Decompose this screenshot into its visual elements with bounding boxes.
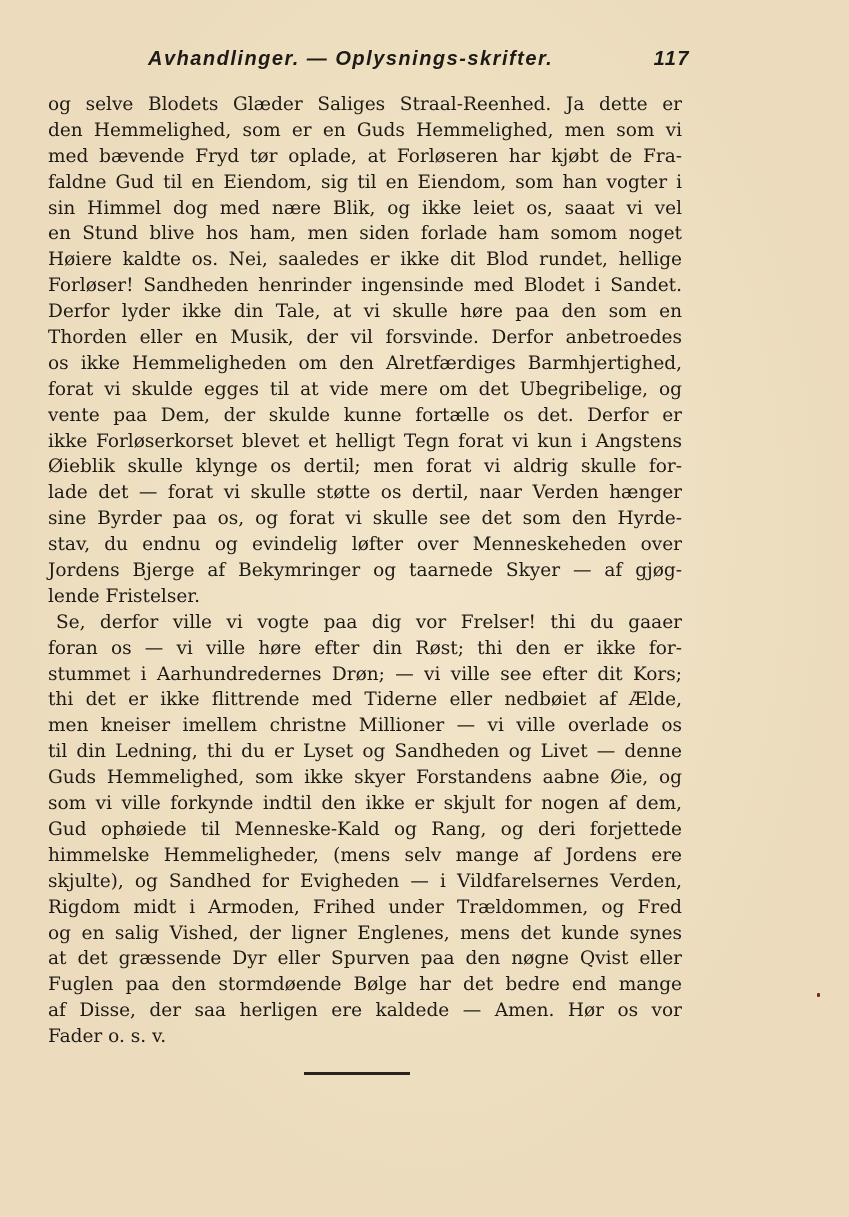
- text-line: skjulte), og Sandhed for Evigheden — i Vildfarelsernes Verden,: [48, 870, 682, 892]
- text-line: Jordens Bjerge af Bekymringer og taarnede Skyer — af gjøg-: [48, 560, 682, 582]
- text-line: lade det — forat vi skulle støtte os dertil, naar Verden hænger: [48, 482, 682, 504]
- text-line: faldne Gud til en Eiendom, sig til en Eiendom, som han vogter i: [48, 171, 682, 193]
- text-line: at det græssende Dyr eller Spurven paa den nøgne Qvist eller: [48, 948, 682, 970]
- text-line: med bævende Fryd tør oplade, at Forløseren har kjøbt de Fra-: [48, 145, 682, 167]
- text-line: stav, du endnu og evindelig løfter over Menneskeheden over: [48, 534, 682, 556]
- paper-speck: [817, 993, 820, 997]
- text-line: Fuglen paa den stormdøende Bølge har det bedre end mange: [48, 974, 682, 996]
- text-line: himmelske Hemmeligheder, (mens selv mange af Jordens ere: [48, 844, 682, 866]
- text-line: og selve Blodets Glæder Saliges Straal-Reenhed. Ja dette er: [48, 94, 682, 115]
- text-line: lende Fristelser.: [48, 585, 200, 607]
- text-line: som vi ville forkynde indtil den ikke er skjult for nogen af dem,: [48, 793, 682, 815]
- text-line: os ikke Hemmeligheden om den Alretfærdiges Barmhjertighed,: [48, 352, 682, 374]
- text-line: en Stund blive hos ham, men siden forlade ham somom noget: [48, 223, 682, 245]
- text-line: den Hemmelighed, som er en Guds Hemmelighed, men som vi: [48, 119, 682, 141]
- running-header-title: Avhandlinger. — Oplysnings-skrifter.: [148, 48, 554, 70]
- text-line: thi det er ikke flittrende med Tiderne eller nedbøiet af Ælde,: [48, 689, 682, 711]
- text-line: af Disse, der saa herligen ere kaldede — Amen. Hør os vor: [48, 1000, 682, 1022]
- text-line: Gud ophøiede til Menneske-Kald og Rang, og deri forjettede: [48, 818, 682, 840]
- text-line: Høiere kaldte os. Nei, saaledes er ikke dit Blod rundet, hellige: [48, 249, 682, 271]
- text-line: Derfor lyder ikke din Tale, at vi skulle høre paa den som en: [48, 301, 682, 323]
- text-line: sine Byrder paa os, og forat vi skulle see det som den Hyrde-: [48, 508, 682, 530]
- text-line: forat vi skulde egges til at vide mere om det Ubegribelige, og: [48, 378, 682, 400]
- running-header: [148, 42, 690, 76]
- text-line: Thorden eller en Musik, der vil forsvinde. Derfor anbetroedes: [48, 327, 682, 349]
- text-line: Guds Hemmelighed, som ikke skyer Forstandens aabne Øie, og: [48, 767, 682, 789]
- text-line: Rigdom midt i Armoden, Frihed under Trældommen, og Fred: [48, 896, 682, 918]
- text-line: ikke Forløserkorset blevet et helligt Tegn forat vi kun i Angstens: [48, 430, 682, 452]
- text-line: stummet i Aarhundredernes Drøn; — vi ville see efter dit Kors;: [48, 663, 682, 685]
- text-line: Øieblik skulle klynge os dertil; men forat vi aldrig skulle for-: [48, 456, 682, 478]
- text-line: Se, derfor ville vi vogte paa dig vor Frelser! thi du gaaer: [56, 611, 682, 633]
- text-line: og en salig Vished, der ligner Englenes, mens det kunde synes: [48, 922, 682, 944]
- body-text: [48, 92, 682, 1050]
- page-number: 117: [653, 48, 690, 70]
- text-line: foran os — vi ville høre efter din Røst; thi den er ikke for-: [48, 637, 682, 659]
- text-line: Forløser! Sandheden henrinder ingensinde med Blodet i Sandet.: [48, 275, 682, 297]
- text-line: Fader o. s. v.: [48, 1026, 167, 1048]
- text-line: til din Ledning, thi du er Lyset og Sandheden og Livet — denne: [48, 741, 682, 763]
- text-line: men kneiser imellem christne Millioner — vi ville overlade os: [48, 715, 682, 737]
- section-end-rule: [304, 1072, 410, 1075]
- text-line: vente paa Dem, der skulde kunne fortælle os det. Derfor er: [48, 404, 682, 426]
- text-line: sin Himmel dog med nære Blik, og ikke leiet os, saaat vi vel: [48, 197, 682, 219]
